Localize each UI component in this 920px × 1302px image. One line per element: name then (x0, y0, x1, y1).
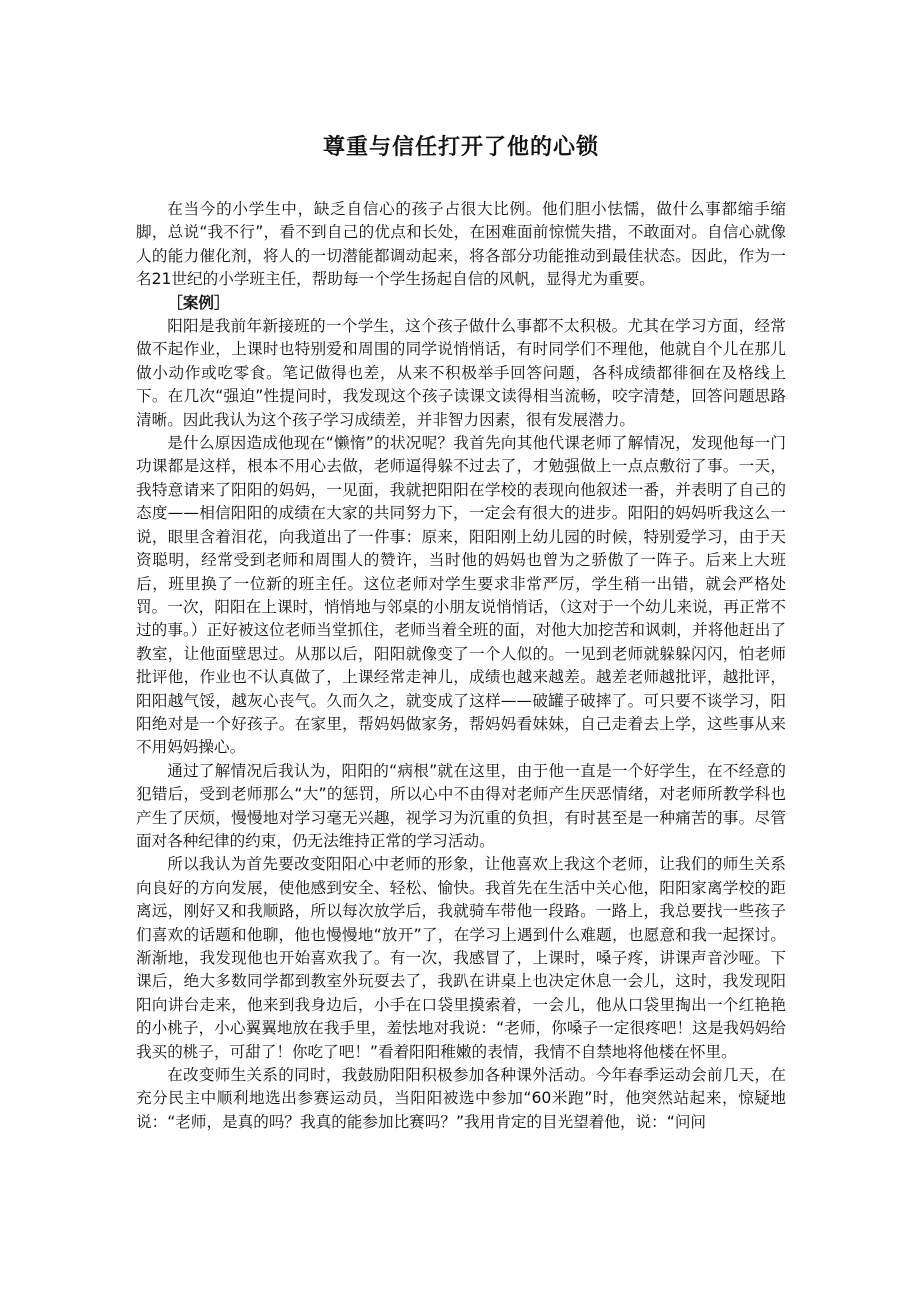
body-paragraph: 通过了解情况后我认为，阳阳的“病根”就在这里，由于他一直是一个好学生，在不经意的犯错后，受到老师那么“大”的惩罚，所以心中不由得对老师产生厌恶情绪，对老师所教学科也产生了厌烦，慢慢地对学习毫无兴趣，视学习为沉重的负担，有时甚至是一种痛苦的事。尽管面对各种纪律的约束，仍无法维持正常的学习活动。 (136, 761, 786, 850)
case-label: ［案例］ (167, 293, 230, 312)
body-paragraph: 是什么原因造成他现在“懒惰”的状况呢？我首先向其他代课老师了解情况，发现他每一门功课都是这样，根本不用心去做，老师逼得躲不过去了，才勉强做上一点点敷衍了事。一天，我特意请来了阳阳的妈妈，一见面，我就把阳阳在学校的表现向他叙述一番，并表明了自己的态度——相信阳阳的成绩在大家的共同努力下，一定会有很大的进步。阳阳的妈妈听我这么一说，眼里含着泪花，向我道出了一件事：原来，阳阳刚上幼儿园的时候，特别爱学习，由于天资聪明，经常受到老师和周围人的赞许，当时他的妈妈也曾为之骄傲了一阵子。后来上大班后，班里换了一位新的班主任。这位老师对学生要求非常严厉，学生稍一出错，就会严格处罚。一次，阳阳在上课时，悄悄地与邻桌的小朋友说悄悄话，（这对于一个幼儿来说，再正常不过的事。）正好被这位老师当堂抓住，老师当着全班的面，对他大加挖苦和讽刺，并将他赶出了教室，让他面壁思过。从那以后，阳阳就像变了一个人似的。一见到老师就躲躲闪闪，怕老师批评他，作业也不认真做了，上课经常走神儿，成绩也越来越差。越差老师越批评，越批评，阳阳越气馁，越灰心丧气。久而久之，就变成了这样——破罐子破摔了。可只要不谈学习，阳阳绝对是一个好孩子。在家里，帮妈妈做家务，帮妈妈看妹妹，自己走着去上学，这些事从来不用妈妈操心。 (136, 434, 786, 757)
document-page (136, 128, 786, 1134)
body-paragraph: 在改变师生关系的同时，我鼓励阳阳积极参加各种课外活动。今年春季运动会前几天，在充分民主中顺利地选出参赛运动员，当阳阳被选中参加“60米跑”时，他突然站起来，惊疑地说：“老师，是真的吗？我真的能参加比赛吗？”我用肯定的目光望着他，说：“问问 (136, 1066, 786, 1131)
body-paragraph: 所以我认为首先要改变阳阳心中老师的形象，让他喜欢上我这个老师，让我们的师生关系向良好的方向发展，使他感到安全、轻松、愉快。我首先在生活中关心他，阳阳家离学校的距离远，刚好又和我顺路，所以每次放学后，我就骑车带他一段路。一路上，我总要找一些孩子们喜欢的话题和他聊，他也慢慢地“放开”了，在学习上遇到什么难题，也愿意和我一起探讨。渐渐地，我发现他也开始喜欢我了。有一次，我感冒了，上课时，嗓子疼，讲课声音沙哑。下课后，绝大多数同学都到教室外玩耍去了，我趴在讲桌上也决定休息一会儿，这时，我发现阳阳向讲台走来，他来到我身边后，小手在口袋里摸索着，一会儿，他从口袋里掏出一个红艳艳的小桃子，小心翼翼地放在我手里，羞怯地对我说：“老师，你嗓子一定很疼吧！这是我妈妈给我买的桃子，可甜了！你吃了吧！”看着阳阳稚嫩的表情，我情不自禁地将他楼在怀里。 (136, 855, 786, 1061)
intro-paragraph: 在当今的小学生中，缺乏自信心的孩子占很大比例。他们胆小怯懦，做什么事都缩手缩脚，总说“我不行”，看不到自己的优点和长处，在困难面前惊慌失措，不敢面对。自信心就像人的能力催化剂，将人的一切潜能都调动起来，将各部分功能推动到最佳状态。因此，作为一名21世纪的小学班主任，帮助每一个学生扬起自信的风帆，显得尤为重要。 (136, 200, 786, 289)
body-paragraph: 阳阳是我前年新接班的一个学生，这个孩子做什么事都不太积极。尤其在学习方面，经常做不起作业，上课时也特别爱和周围的同学说悄悄话，有时同学们不理他，他就自个儿在那儿做小动作或吃零食。笔记做得也差，从来不积极举手回答问题，各科成绩都徘徊在及格线上下。在几次“强迫”性提问时，我发现这个孩子读课文读得相当流畅，咬字清楚，回答问题思路清晰。因此我认为这个孩子学习成绩差，并非智力因素，很有发展潜力。 (136, 317, 786, 429)
document-title: 尊重与信任打开了他的心锁 (322, 135, 599, 160)
